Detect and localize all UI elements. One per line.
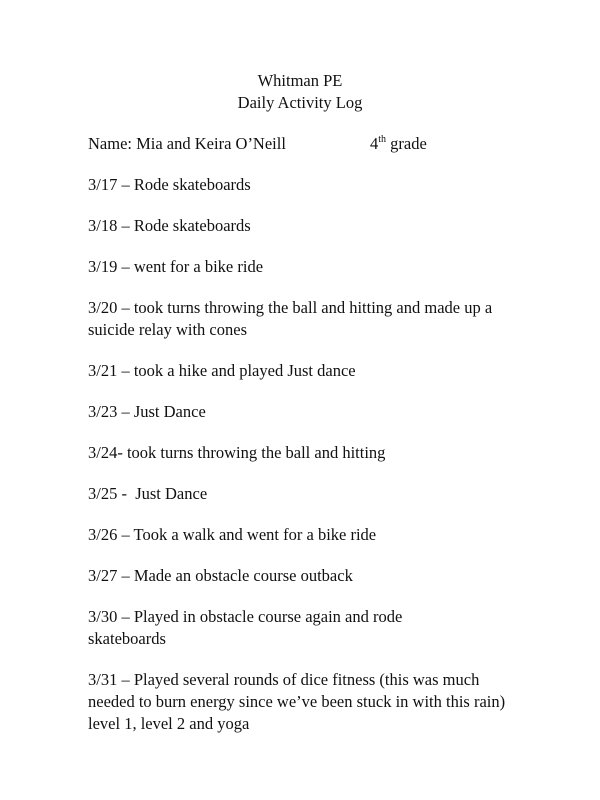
activity-entry: 3/19 – went for a bike ride xyxy=(88,257,264,276)
school-title: Whitman PE xyxy=(257,71,343,90)
activity-entry: 3/27 – Made an obstacle course outback xyxy=(88,566,353,585)
document-header xyxy=(0,70,600,114)
activity-entry: 3/25 - Just Dance xyxy=(88,484,208,503)
log-title: Daily Activity Log xyxy=(237,93,363,112)
activity-entry: 3/21 – took a hike and played Just dance xyxy=(88,361,356,380)
activity-entry: 3/17 – Rode skateboards xyxy=(88,175,251,194)
activity-entry: 3/30 – Played in obstacle course again and rode skateboards xyxy=(88,607,403,648)
activity-entry: 3/18 – Rode skateboards xyxy=(88,216,251,235)
grade-word: grade xyxy=(386,134,427,153)
activity-entry: 3/23 – Just Dance xyxy=(88,402,206,421)
grade-label xyxy=(370,133,427,155)
grade-number: 4 xyxy=(370,134,379,153)
activity-entry: 3/31 – Played several rounds of dice fitness (this was much needed to burn energy since we’ve been stuck in with this rain) level 1, level 2 and yoga xyxy=(88,670,506,733)
activity-entry: 3/20 – took turns throwing the ball and hitting and made up a suicide relay with cones xyxy=(88,298,493,339)
grade-suffix: th xyxy=(378,133,387,145)
name-line xyxy=(88,133,568,155)
activity-entry: 3/24- took turns throwing the ball and hitting xyxy=(88,443,386,462)
student-name: Name: Mia and Keira O’Neill xyxy=(88,134,286,153)
activity-entry: 3/26 – Took a walk and went for a bike ride xyxy=(88,525,377,544)
activity-list xyxy=(88,174,528,754)
